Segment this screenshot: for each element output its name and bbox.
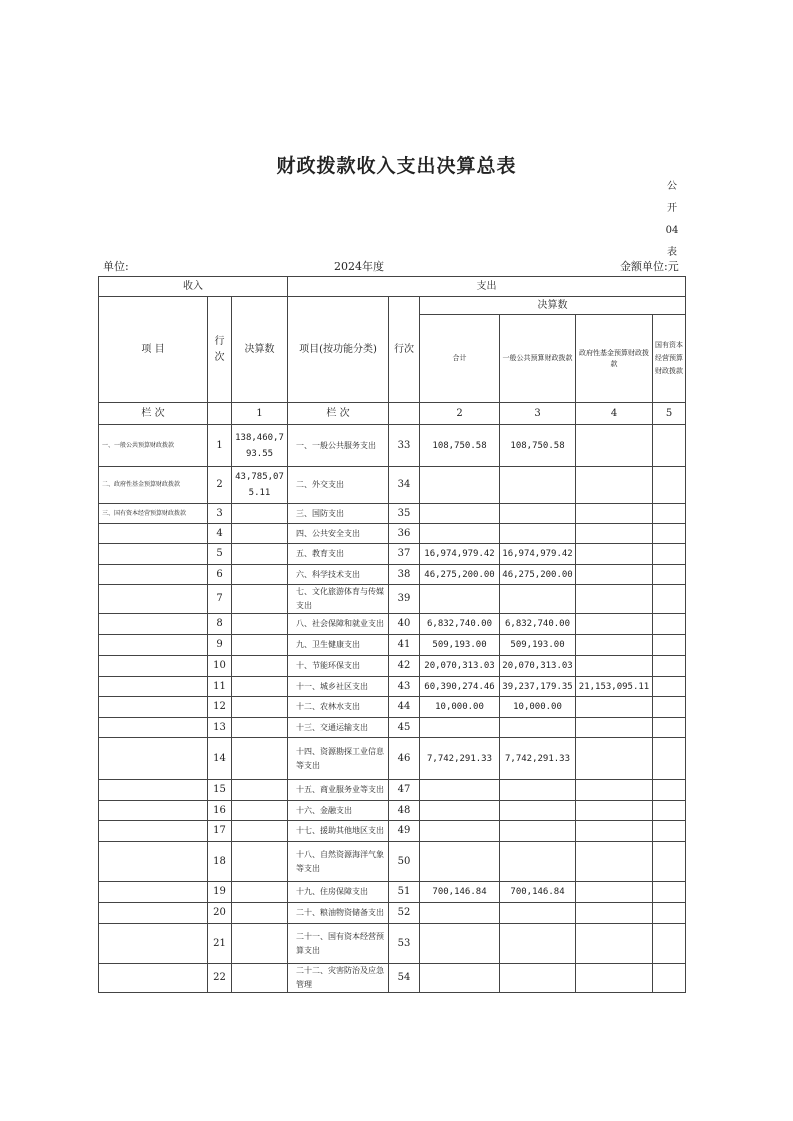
income-row-no: 21 xyxy=(208,924,232,964)
table-code-char: 表 xyxy=(667,247,677,258)
expense-state xyxy=(653,504,686,524)
expense-fund xyxy=(576,882,653,903)
expense-item: 一、一般公共服务支出 xyxy=(288,425,389,467)
expense-total: 108,750.58 xyxy=(420,425,500,467)
income-item xyxy=(99,801,208,821)
income-item xyxy=(99,780,208,801)
expense-fund xyxy=(576,780,653,801)
table-row xyxy=(99,842,686,882)
expense-fund xyxy=(576,544,653,565)
income-row-no: 19 xyxy=(208,882,232,903)
expense-fund xyxy=(576,425,653,467)
income-amount xyxy=(232,924,288,964)
expense-general: 108,750.58 xyxy=(500,425,576,467)
expense-fund xyxy=(576,565,653,585)
index-c1: 1 xyxy=(232,403,288,425)
expense-general: 509,193.00 xyxy=(500,635,576,656)
expense-item: 二、外交支出 xyxy=(288,467,389,504)
income-amount: 138,460,793.55 xyxy=(232,425,288,467)
table-row xyxy=(99,635,686,656)
expense-state xyxy=(653,656,686,677)
expense-general xyxy=(500,718,576,738)
expense-fund xyxy=(576,903,653,924)
expense-general xyxy=(500,780,576,801)
expense-fund xyxy=(576,467,653,504)
expense-general: 700,146.84 xyxy=(500,882,576,903)
expense-general: 16,974,979.42 xyxy=(500,544,576,565)
expense-row-no: 50 xyxy=(389,842,420,882)
expense-fund xyxy=(576,964,653,993)
table-code-char: 公 xyxy=(667,181,677,192)
income-item xyxy=(99,677,208,697)
col-fund: 政府性基金预算财政拨款 xyxy=(576,315,653,403)
expense-item: 三、国防支出 xyxy=(288,504,389,524)
income-amount xyxy=(232,821,288,842)
expense-row-no: 45 xyxy=(389,718,420,738)
expense-state xyxy=(653,924,686,964)
income-item xyxy=(99,524,208,544)
expense-state xyxy=(653,467,686,504)
expense-row-no: 33 xyxy=(389,425,420,467)
expense-general xyxy=(500,842,576,882)
income-amount: 43,785,075.11 xyxy=(232,467,288,504)
table-row xyxy=(99,882,686,903)
income-item xyxy=(99,903,208,924)
table-code-char: 04 xyxy=(665,225,679,236)
income-amount xyxy=(232,882,288,903)
expense-total: 60,390,274.46 xyxy=(420,677,500,697)
expense-item: 二十一、国有资本经营预算支出 xyxy=(288,924,389,964)
expense-fund xyxy=(576,656,653,677)
expense-total xyxy=(420,924,500,964)
income-item: 一、一般公共预算财政拨款 xyxy=(99,425,208,467)
expense-item: 十四、资源勘探工业信息等支出 xyxy=(288,738,389,780)
expense-item: 五、教育支出 xyxy=(288,544,389,565)
expense-row-no: 49 xyxy=(389,821,420,842)
income-amount xyxy=(232,903,288,924)
expense-row-no: 52 xyxy=(389,903,420,924)
table-row xyxy=(99,585,686,614)
expense-state xyxy=(653,425,686,467)
income-row-no: 16 xyxy=(208,801,232,821)
income-amount xyxy=(232,614,288,635)
expense-row-no: 37 xyxy=(389,544,420,565)
income-item: 二、政府性基金预算财政拨款 xyxy=(99,467,208,504)
expense-state xyxy=(653,544,686,565)
income-amount xyxy=(232,585,288,614)
income-item xyxy=(99,842,208,882)
expense-general: 39,237,179.35 xyxy=(500,677,576,697)
final-amount-group: 决算数 xyxy=(420,297,686,315)
expense-state xyxy=(653,524,686,544)
income-amount xyxy=(232,544,288,565)
expense-fund xyxy=(576,635,653,656)
income-row-no: 6 xyxy=(208,565,232,585)
expense-general xyxy=(500,585,576,614)
table-row xyxy=(99,964,686,993)
table-row xyxy=(99,677,686,697)
expense-row-no: 46 xyxy=(389,738,420,780)
expense-general xyxy=(500,964,576,993)
table-row xyxy=(99,544,686,565)
expense-fund xyxy=(576,718,653,738)
page-title: 财政拨款收入支出决算总表 xyxy=(276,155,517,177)
expense-item: 十一、城乡社区支出 xyxy=(288,677,389,697)
expense-general xyxy=(500,801,576,821)
income-amount xyxy=(232,656,288,677)
table-row xyxy=(99,738,686,780)
table-row xyxy=(99,903,686,924)
income-item xyxy=(99,821,208,842)
expense-row-no: 38 xyxy=(389,565,420,585)
expense-row-no: 48 xyxy=(389,801,420,821)
expense-fund xyxy=(576,842,653,882)
income-amount xyxy=(232,677,288,697)
expense-general xyxy=(500,903,576,924)
expense-total: 20,070,313.03 xyxy=(420,656,500,677)
income-item xyxy=(99,964,208,993)
income-item xyxy=(99,544,208,565)
expense-general: 6,832,740.00 xyxy=(500,614,576,635)
income-row-no: 1 xyxy=(208,425,232,467)
expense-total: 7,742,291.33 xyxy=(420,738,500,780)
income-row-no: 20 xyxy=(208,903,232,924)
expense-state xyxy=(653,780,686,801)
expense-row-no: 42 xyxy=(389,656,420,677)
table-row xyxy=(99,718,686,738)
year-label: 2024年度 xyxy=(334,260,384,273)
expense-total xyxy=(420,780,500,801)
expense-total xyxy=(420,842,500,882)
expense-header: 支出 xyxy=(288,277,686,297)
col-item-right: 项目(按功能分类) xyxy=(288,297,389,403)
col-amount: 决算数 xyxy=(232,297,288,403)
index-c3: 3 xyxy=(500,403,576,425)
expense-item: 二十、粮油物资储备支出 xyxy=(288,903,389,924)
unit-label: 单位: xyxy=(103,260,129,273)
table-row xyxy=(99,697,686,718)
table-row xyxy=(99,821,686,842)
income-row-no: 15 xyxy=(208,780,232,801)
income-item xyxy=(99,924,208,964)
expense-total xyxy=(420,585,500,614)
expense-fund: 21,153,095.11 xyxy=(576,677,653,697)
expense-total xyxy=(420,821,500,842)
expense-fund xyxy=(576,697,653,718)
income-row-no: 12 xyxy=(208,697,232,718)
table-row xyxy=(99,425,686,467)
expense-state xyxy=(653,882,686,903)
budget-table xyxy=(98,276,686,993)
table-row xyxy=(99,467,686,504)
expense-state xyxy=(653,635,686,656)
expense-fund xyxy=(576,585,653,614)
expense-item: 十三、交通运输支出 xyxy=(288,718,389,738)
table-row xyxy=(99,924,686,964)
expense-item: 十五、商业服务业等支出 xyxy=(288,780,389,801)
income-row-no: 7 xyxy=(208,585,232,614)
expense-item: 十、节能环保支出 xyxy=(288,656,389,677)
expense-row-no: 40 xyxy=(389,614,420,635)
expense-item: 十八、自然资源海洋气象等支出 xyxy=(288,842,389,882)
expense-general: 46,275,200.00 xyxy=(500,565,576,585)
expense-total: 6,832,740.00 xyxy=(420,614,500,635)
income-amount xyxy=(232,738,288,780)
expense-total: 46,275,200.00 xyxy=(420,565,500,585)
income-row-no: 14 xyxy=(208,738,232,780)
expense-state xyxy=(653,842,686,882)
expense-total: 16,974,979.42 xyxy=(420,544,500,565)
expense-fund xyxy=(576,738,653,780)
expense-item: 八、社会保障和就业支出 xyxy=(288,614,389,635)
index-c4: 4 xyxy=(576,403,653,425)
income-amount xyxy=(232,504,288,524)
expense-fund xyxy=(576,821,653,842)
income-amount xyxy=(232,801,288,821)
table-row xyxy=(99,504,686,524)
income-row-no: 17 xyxy=(208,821,232,842)
expense-total: 10,000.00 xyxy=(420,697,500,718)
income-row-no: 3 xyxy=(208,504,232,524)
expense-total: 509,193.00 xyxy=(420,635,500,656)
income-item: 三、国有资本经营预算财政拨款 xyxy=(99,504,208,524)
expense-state xyxy=(653,677,686,697)
index-c5: 5 xyxy=(653,403,686,425)
col-row-left: 行次 xyxy=(208,297,232,403)
expense-state xyxy=(653,903,686,924)
expense-fund xyxy=(576,524,653,544)
income-row-no: 10 xyxy=(208,656,232,677)
income-row-no: 9 xyxy=(208,635,232,656)
expense-general xyxy=(500,524,576,544)
income-item xyxy=(99,738,208,780)
income-item xyxy=(99,585,208,614)
income-row-no: 4 xyxy=(208,524,232,544)
expense-row-no: 34 xyxy=(389,467,420,504)
expense-row-no: 47 xyxy=(389,780,420,801)
expense-state xyxy=(653,964,686,993)
expense-fund xyxy=(576,504,653,524)
expense-row-no: 51 xyxy=(389,882,420,903)
expense-row-no: 43 xyxy=(389,677,420,697)
expense-row-no: 35 xyxy=(389,504,420,524)
expense-general: 7,742,291.33 xyxy=(500,738,576,780)
expense-row-no: 41 xyxy=(389,635,420,656)
expense-state xyxy=(653,585,686,614)
table-row xyxy=(99,780,686,801)
income-amount xyxy=(232,565,288,585)
income-item xyxy=(99,718,208,738)
income-header: 收入 xyxy=(99,277,288,297)
income-row-no: 11 xyxy=(208,677,232,697)
col-general: 一般公共预算财政拨款 xyxy=(500,315,576,403)
income-row-no: 22 xyxy=(208,964,232,993)
expense-general xyxy=(500,821,576,842)
expense-item: 十六、金融支出 xyxy=(288,801,389,821)
expense-item: 十七、援助其他地区支出 xyxy=(288,821,389,842)
income-amount xyxy=(232,780,288,801)
income-item xyxy=(99,697,208,718)
expense-total xyxy=(420,964,500,993)
expense-fund xyxy=(576,801,653,821)
income-item xyxy=(99,635,208,656)
expense-row-no: 44 xyxy=(389,697,420,718)
index-label-left: 栏 次 xyxy=(99,403,208,425)
expense-total xyxy=(420,903,500,924)
income-item xyxy=(99,882,208,903)
expense-total xyxy=(420,718,500,738)
expense-state xyxy=(653,565,686,585)
income-amount xyxy=(232,718,288,738)
expense-item: 七、文化旅游体育与传媒支出 xyxy=(288,585,389,614)
expense-item: 十九、住房保障支出 xyxy=(288,882,389,903)
income-amount xyxy=(232,697,288,718)
expense-state xyxy=(653,738,686,780)
table-row xyxy=(99,614,686,635)
index-blank xyxy=(389,403,420,425)
expense-fund xyxy=(576,924,653,964)
index-label-right: 栏 次 xyxy=(288,403,389,425)
expense-row-no: 36 xyxy=(389,524,420,544)
expense-total xyxy=(420,504,500,524)
col-total: 合计 xyxy=(420,315,500,403)
income-item xyxy=(99,565,208,585)
expense-general xyxy=(500,467,576,504)
col-state: 国有资本经营预算财政拨款 xyxy=(653,315,686,403)
expense-total xyxy=(420,467,500,504)
index-c2: 2 xyxy=(420,403,500,425)
amount-unit-label: 金额单位:元 xyxy=(620,260,679,273)
expense-state xyxy=(653,821,686,842)
income-row-no: 13 xyxy=(208,718,232,738)
expense-state xyxy=(653,801,686,821)
expense-row-no: 53 xyxy=(389,924,420,964)
income-row-no: 2 xyxy=(208,467,232,504)
table-row xyxy=(99,656,686,677)
expense-row-no: 39 xyxy=(389,585,420,614)
income-row-no: 8 xyxy=(208,614,232,635)
table-code-char: 开 xyxy=(667,203,677,214)
expense-state xyxy=(653,718,686,738)
table-row xyxy=(99,524,686,544)
income-amount xyxy=(232,842,288,882)
expense-row-no: 54 xyxy=(389,964,420,993)
table-row xyxy=(99,801,686,821)
income-row-no: 18 xyxy=(208,842,232,882)
income-item xyxy=(99,614,208,635)
expense-state xyxy=(653,614,686,635)
expense-general xyxy=(500,924,576,964)
expense-item: 六、科学技术支出 xyxy=(288,565,389,585)
income-amount xyxy=(232,635,288,656)
col-item-left: 项 目 xyxy=(99,297,208,403)
income-amount xyxy=(232,964,288,993)
expense-general: 10,000.00 xyxy=(500,697,576,718)
expense-item: 二十二、灾害防治及应急管理 xyxy=(288,964,389,993)
expense-total xyxy=(420,524,500,544)
income-amount xyxy=(232,524,288,544)
expense-state xyxy=(653,697,686,718)
expense-total: 700,146.84 xyxy=(420,882,500,903)
expense-item: 九、卫生健康支出 xyxy=(288,635,389,656)
table-code xyxy=(664,176,680,264)
expense-item: 十二、农林水支出 xyxy=(288,697,389,718)
col-row-right: 行次 xyxy=(389,297,420,403)
expense-item: 四、公共安全支出 xyxy=(288,524,389,544)
table-row xyxy=(99,565,686,585)
expense-general: 20,070,313.03 xyxy=(500,656,576,677)
income-item xyxy=(99,656,208,677)
expense-total xyxy=(420,801,500,821)
index-blank xyxy=(208,403,232,425)
expense-general xyxy=(500,504,576,524)
expense-fund xyxy=(576,614,653,635)
income-row-no: 5 xyxy=(208,544,232,565)
